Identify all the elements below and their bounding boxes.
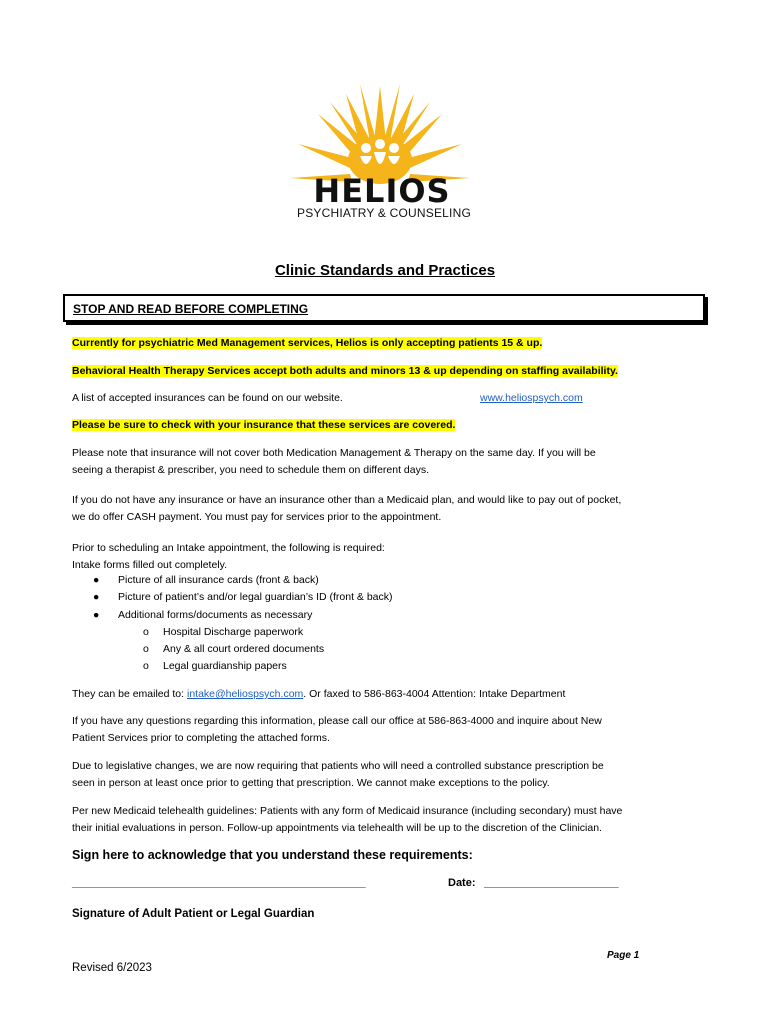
paragraph-line: Please note that insurance will not cover both Medication Management & Therapy on the same day. If you will be bbox=[72, 447, 596, 459]
bullet-icon: ● bbox=[93, 574, 100, 586]
controlled-substance-line: seen in person at least once prior to getting that prescription. We cannot make exceptions to the policy. bbox=[72, 777, 550, 789]
date-line[interactable]: ______________________ bbox=[484, 877, 619, 889]
questions-line: Patient Services prior to completing the attached forms. bbox=[72, 732, 330, 744]
paragraph-line: seeing a therapist & prescriber, you need to schedule them on different days. bbox=[72, 464, 430, 476]
requirements-intro: Prior to scheduling an Intake appointment, the following is required: bbox=[72, 542, 385, 554]
requirement-subitem: Hospital Discharge paperwork bbox=[163, 626, 304, 638]
requirement-item: Picture of patient’s and/or legal guardian’s ID (front & back) bbox=[118, 591, 393, 603]
requirement-item: Additional forms/documents as necessary bbox=[118, 609, 313, 621]
bullet-icon: ● bbox=[93, 609, 100, 621]
signature-caption: Signature of Adult Patient or Legal Guardian bbox=[72, 908, 315, 920]
med-management-notice: Currently for psychiatric Med Management services, Helios is only accepting patients 15 & up. bbox=[72, 337, 543, 349]
therapy-notice: Behavioral Health Therapy Services accept both adults and minors 13 & up depending on staffing availability. bbox=[72, 365, 618, 377]
sign-prompt: Sign here to acknowledge that you understand these requirements: bbox=[72, 848, 473, 862]
logo-name: HELIOS bbox=[313, 172, 451, 210]
stop-notice-box bbox=[63, 294, 705, 322]
bullet-icon: ● bbox=[93, 591, 100, 603]
medicaid-line: Per new Medicaid telehealth guidelines: Patients with any form of Medicaid insurance (including secondary) must have bbox=[72, 805, 623, 817]
signature-line[interactable]: ________________________________________________ bbox=[72, 877, 366, 889]
insurance-list-text: A list of accepted insurances can be found on our website. bbox=[72, 392, 343, 404]
circle-bullet-icon: o bbox=[143, 626, 149, 638]
paragraph-line: If you do not have any insurance or have an insurance other than a Medicaid plan, and would like to pay out of pocket, bbox=[72, 494, 622, 506]
intake-email-link[interactable]: intake@heliospsych.com bbox=[186, 688, 304, 700]
check-insurance-notice: Please be sure to check with your insurance that these services are covered. bbox=[72, 419, 456, 431]
questions-line: If you have any questions regarding this information, please call our office at 586-863-4000 and inquire about New bbox=[72, 715, 602, 727]
page-title: Clinic Standards and Practices bbox=[274, 262, 496, 279]
website-link[interactable]: www.heliospsych.com bbox=[480, 392, 583, 404]
date-label: Date: bbox=[448, 877, 476, 889]
helios-logo bbox=[280, 82, 480, 222]
circle-bullet-icon: o bbox=[143, 643, 149, 655]
stop-notice-text: STOP AND READ BEFORE COMPLETING bbox=[73, 302, 309, 316]
medicaid-line: their initial evaluations in person. Follow-up appointments via telehealth will be up to the discretion of the Clinician. bbox=[72, 822, 602, 834]
requirement-subitem: Any & all court ordered documents bbox=[163, 643, 325, 655]
requirement-subitem: Legal guardianship papers bbox=[163, 660, 287, 672]
requirements-forms: Intake forms filled out completely. bbox=[72, 559, 228, 571]
logo-subtitle: PSYCHIATRY & COUNSELING bbox=[297, 206, 471, 220]
revised-date: Revised 6/2023 bbox=[72, 962, 152, 974]
paragraph-line: we do offer CASH payment. You must pay for services prior to the appointment. bbox=[72, 511, 442, 523]
circle-bullet-icon: o bbox=[143, 660, 149, 672]
controlled-substance-line: Due to legislative changes, we are now requiring that patients who will need a controlled substance prescription be bbox=[72, 760, 604, 772]
requirement-item: Picture of all insurance cards (front & back) bbox=[118, 574, 319, 586]
page-number: Page 1 bbox=[607, 950, 640, 961]
email-fax-line: They can be emailed to: intake@heliospsych.com. Or faxed to 586-863-4004 Attention: Intake Department bbox=[72, 688, 566, 700]
